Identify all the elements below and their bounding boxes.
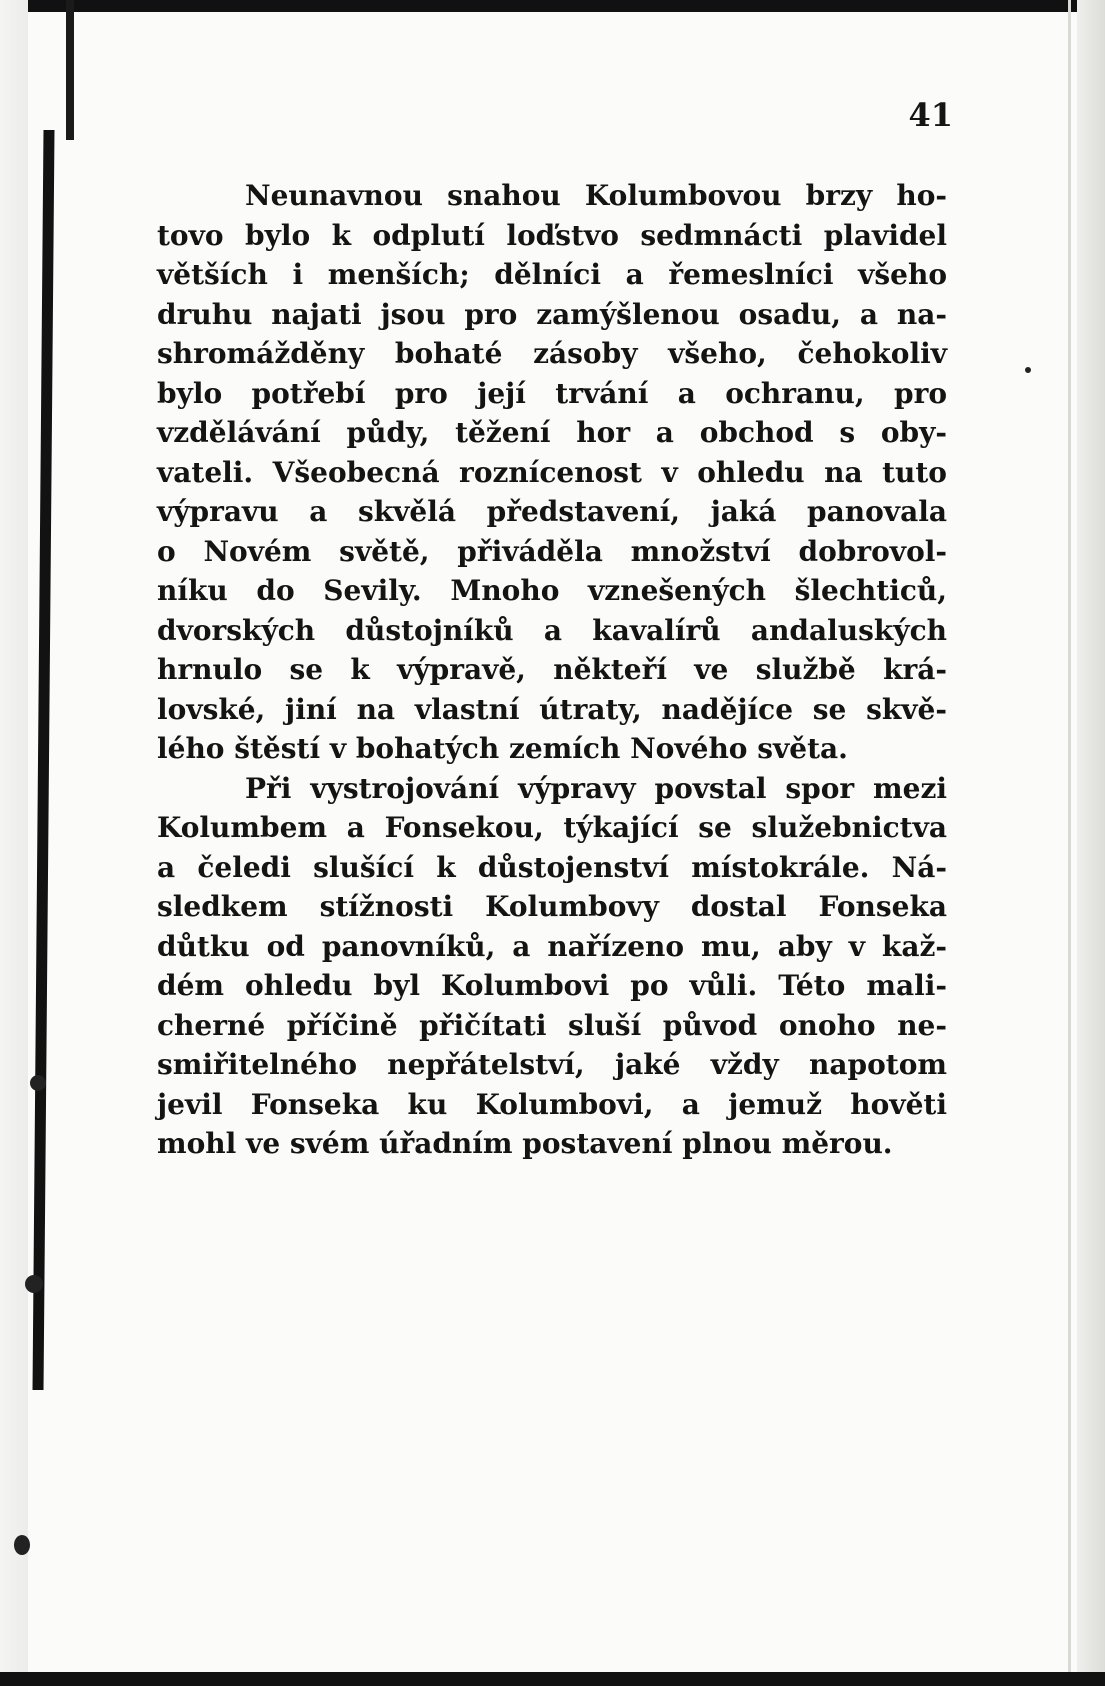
text-line: tovo bylo k odplutí loďstvo sedmnácti plavidel <box>157 218 947 252</box>
ink-speck <box>14 1535 30 1555</box>
ink-speck <box>25 1275 43 1293</box>
scan-bottom-border <box>0 1672 1105 1686</box>
text-line: hrnulo se k výpravě, někteří ve službě krá- <box>157 653 947 686</box>
text-line: důtku od panovníků, a nařízeno mu, aby v kaž- <box>157 929 947 963</box>
page-right-edge <box>1068 0 1071 1686</box>
text-line: druhu najati jsou pro zamýšlenou osadu, a na- <box>157 297 947 331</box>
ink-speck <box>30 1075 46 1091</box>
text-line: cherné příčině přičítati sluší původ onoho ne- <box>157 1008 947 1042</box>
text-line: vateli. Všeobecná roznícenost v ohledu na tuto <box>157 455 947 489</box>
text-line: níku do Sevily. Mnoho vznešených šlechticů, <box>157 574 947 607</box>
text-line: Kolumbem a Fonsekou, týkající se služebnictva <box>157 811 947 844</box>
text-line: smiřitelného nepřátelství, jaké vždy napotom <box>157 1048 947 1081</box>
binding-edge <box>33 130 55 1390</box>
text-line: a čeledi slušící k důstojenství místokrále. Ná- <box>157 850 947 884</box>
binding-edge-top <box>66 0 74 140</box>
page-number: 41 <box>908 96 953 134</box>
text-line: o Novém světě, přiváděla množství dobrovol- <box>157 534 947 568</box>
text-line: lovské, jiní na vlastní útraty, nadějíce se skvě- <box>157 692 947 726</box>
text-line: lého štěstí v bohatých zemích Nového světa. <box>157 732 848 765</box>
text-line: dém ohledu byl Kolumbovi po vůli. Této mali- <box>157 969 947 1002</box>
text-line: mohl ve svém úřadním postavení plnou měrou. <box>157 1127 893 1160</box>
text-line: Při vystrojování výpravy povstal spor mezi <box>245 771 947 805</box>
scan-top-border <box>0 0 1105 12</box>
text-line: větších i menších; dělníci a řemeslníci všeho <box>157 258 947 291</box>
ink-speck <box>1025 367 1031 373</box>
text-line: shromážděny bohaté zásoby všeho, čehokoliv <box>157 337 947 370</box>
text-line: sledkem stížnosti Kolumbovy dostal Fonseka <box>157 890 947 923</box>
text-line: Neunavnou snahou Kolumbovou brzy ho- <box>245 179 947 212</box>
scan-left-margin <box>0 0 28 1686</box>
text-line: výpravu a skvělá představení, jaká panovala <box>157 495 947 528</box>
text-line: dvorských důstojníků a kavalírů andaluských <box>157 613 947 647</box>
body-text <box>157 176 947 1164</box>
text-line: jevil Fonseka ku Kolumbovi, a jemuž hověti <box>157 1087 947 1121</box>
text-line: bylo potřebí pro její trvání a ochranu, pro <box>157 376 947 410</box>
scan-right-margin <box>1077 0 1105 1686</box>
text-line: vzdělávání půdy, těžení hor a obchod s oby- <box>157 416 947 449</box>
